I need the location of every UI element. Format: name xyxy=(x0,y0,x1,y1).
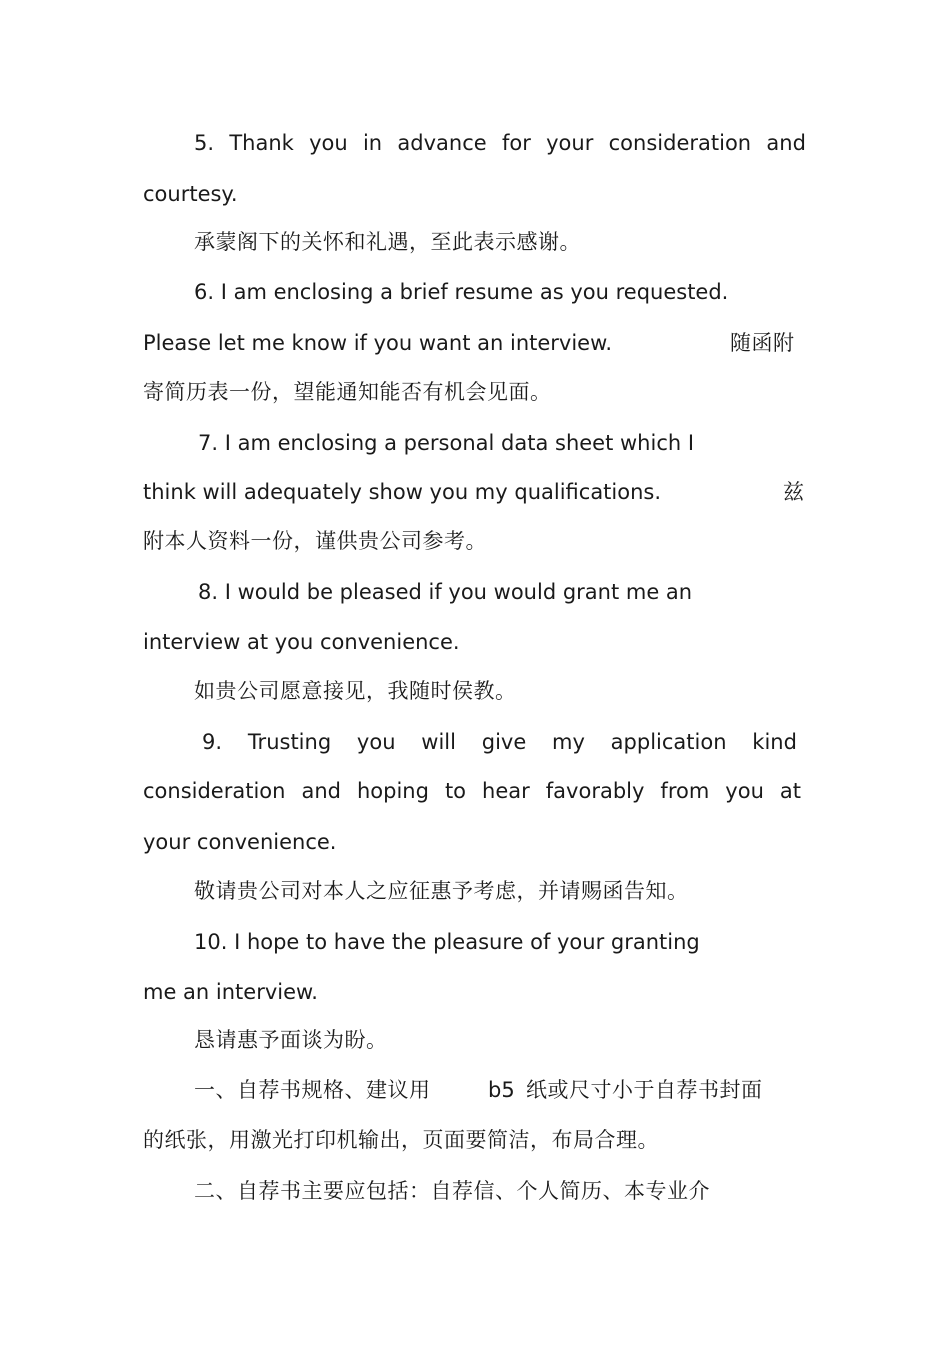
word: and xyxy=(766,131,806,155)
item-9-line-1 xyxy=(202,728,797,756)
word: Thank xyxy=(229,131,294,155)
para-one-part-b: b5 xyxy=(488,1078,515,1102)
item-10-line-1: 10. I hope to have the pleasure of your granting xyxy=(194,930,700,954)
word: at xyxy=(779,779,801,803)
item-5-translation: 承蒙阁下的关怀和礼遇，至此表示感谢。 xyxy=(194,230,581,254)
word: you xyxy=(356,730,396,754)
word: you xyxy=(725,779,764,803)
item-10-translation: 恳请惠予面谈为盼。 xyxy=(194,1028,388,1052)
para-one-line-2: 的纸张，用激光打印机输出，页面要简洁，布局合理。 xyxy=(143,1128,659,1152)
word: hoping xyxy=(356,779,429,803)
item-5-line-2: courtesy. xyxy=(143,182,238,206)
word: will xyxy=(421,730,456,754)
para-one-part-a: 一、自荐书规格、建议用 xyxy=(194,1078,431,1102)
word: application xyxy=(610,730,727,754)
item-7-line-1: 7. I am enclosing a personal data sheet which I xyxy=(198,431,695,455)
word: my xyxy=(552,730,585,754)
word: in xyxy=(362,131,383,155)
word: from xyxy=(660,779,710,803)
word: consideration xyxy=(143,779,286,803)
para-one-part-c: 纸或尺寸小于自荐书封面 xyxy=(526,1078,763,1102)
item-6-line-2: Please let me know if you want an interview. xyxy=(143,331,613,355)
word: favorably xyxy=(545,779,645,803)
item-7-line-2: think will adequately show you my qualifications. xyxy=(143,480,662,504)
item-9-line-2 xyxy=(143,777,801,805)
word: and xyxy=(301,779,341,803)
word: your xyxy=(546,131,594,155)
item-7-translation: 附本人资料一份，谨供贵公司参考。 xyxy=(143,529,487,553)
item-6-translation-start: 随函附 xyxy=(730,331,795,355)
word: consideration xyxy=(608,131,752,155)
word: for xyxy=(501,131,531,155)
word: 5. xyxy=(194,131,215,155)
item-6-line-1: 6. I am enclosing a brief resume as you requested. xyxy=(194,280,729,304)
para-two: 二、自荐书主要应包括：自荐信、个人简历、本专业介 xyxy=(194,1179,710,1203)
item-10-line-2: me an interview. xyxy=(143,980,318,1004)
word: Trusting xyxy=(247,730,332,754)
item-8-line-2: interview at you convenience. xyxy=(143,630,460,654)
item-9-line-3: your convenience. xyxy=(143,830,337,854)
item-5-line-1 xyxy=(194,129,806,157)
item-7-translation-start: 兹 xyxy=(783,480,805,504)
word: give xyxy=(481,730,527,754)
word: to xyxy=(444,779,467,803)
item-8-translation: 如贵公司愿意接见，我随时侯教。 xyxy=(194,679,517,703)
item-6-translation: 寄简历表一份，望能通知能否有机会见面。 xyxy=(143,380,552,404)
word: you xyxy=(309,131,348,155)
item-8-line-1: 8. I would be pleased if you would grant me an xyxy=(198,580,693,604)
word: 9. xyxy=(202,730,223,754)
word: advance xyxy=(397,131,487,155)
item-9-translation: 敬请贵公司对本人之应征惠予考虑，并请赐函告知。 xyxy=(194,879,689,903)
word: hear xyxy=(482,779,530,803)
word: kind xyxy=(752,730,797,754)
